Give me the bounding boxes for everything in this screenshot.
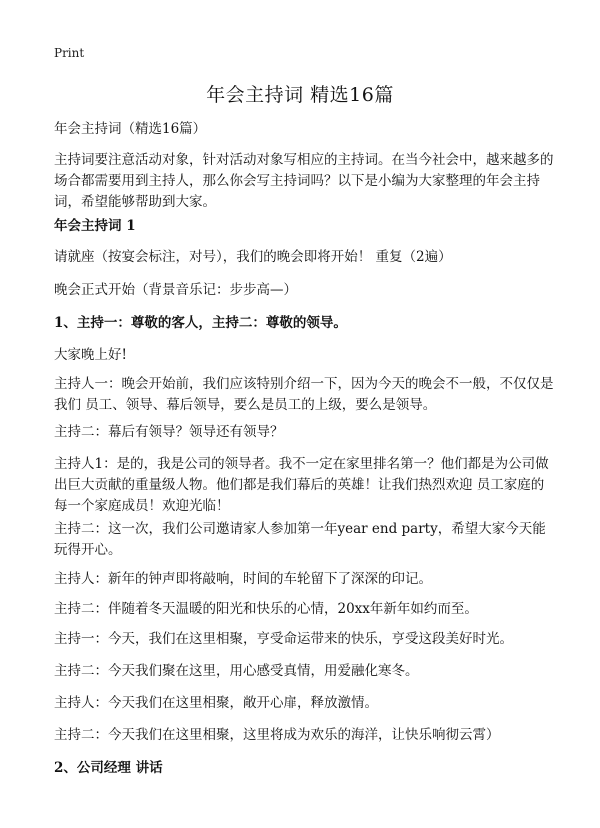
section-subheading: 2、公司经理 讲话 — [54, 760, 163, 776]
document-title: 年会主持词 精选16篇 — [206, 84, 394, 106]
paragraph: 主持二：幕后有领导？领导还有领导？ — [54, 424, 284, 440]
paragraph: 请就座（按宴会标注，对号），我们的晚会即将开始！ 重复（2遍） — [54, 249, 452, 265]
section-subheading: 1、主持一：尊敬的客人，主持二：尊敬的领导。 — [54, 315, 347, 331]
paragraph: 主持一：今天，我们在这里相聚，亨受命运带来的快乐，亨受这段美好时光。 — [54, 631, 513, 647]
paragraph: 主持二：今天我们在这里相聚，这里将成为欢乐的海洋，让快乐响彻云霄） — [54, 727, 500, 743]
paragraph: 主持人1：是的，我是公司的领导者。我不一定在家里排名第一？他们都是为公司做出巨大贡献的重量级人物。他们都是我们幕后的英雄！让我们热烈欢迎 员工家庭的每一个家庭成员！欢迎光临！ — [54, 456, 549, 514]
paragraph: 晚会正式开始（背景音乐记：步步高—） — [54, 282, 297, 298]
paragraph: 主持人：今天我们在这里相聚，敞开心扉，释放激情。 — [54, 695, 378, 711]
paragraph: 主持二：伴随着冬天温暖的阳光和快乐的心情，20xx年新年如约而至。 — [54, 601, 478, 617]
paragraph: 主持二：这一次，我们公司邀请家人参加第一年year end party，希望大家今天能玩得开心。 — [54, 521, 546, 558]
paragraph: 主持二：今天我们聚在这里，用心感受真情，用爱融化寒冬。 — [54, 663, 419, 679]
print-label[interactable]: Print — [54, 46, 85, 60]
intro-subtitle: 年会主持词（精选16篇） — [54, 121, 207, 137]
section-heading: 年会主持词 1 — [54, 218, 136, 234]
paragraph: 主持人：新年的钟声即将敲响，时间的车轮留下了深深的印记。 — [54, 571, 432, 587]
intro-description: 主持词要注意活动对象，针对活动对象写相应的主持词。在当今社会中，越来越多的场合都需要用到主持人，那么你会写主持词吗？以下是小编为大家整理的年会主持词，希望能够帮助到大家。 — [54, 152, 554, 210]
paragraph: 主持人一：晚会开始前，我们应该特别介绍一下，因为今天的晚会不一般，不仅仅是我们 员工、领导、幕后领导，要么是员工的上级，要么是领导。 — [54, 376, 554, 413]
paragraph: 大家晚上好! — [54, 347, 127, 363]
